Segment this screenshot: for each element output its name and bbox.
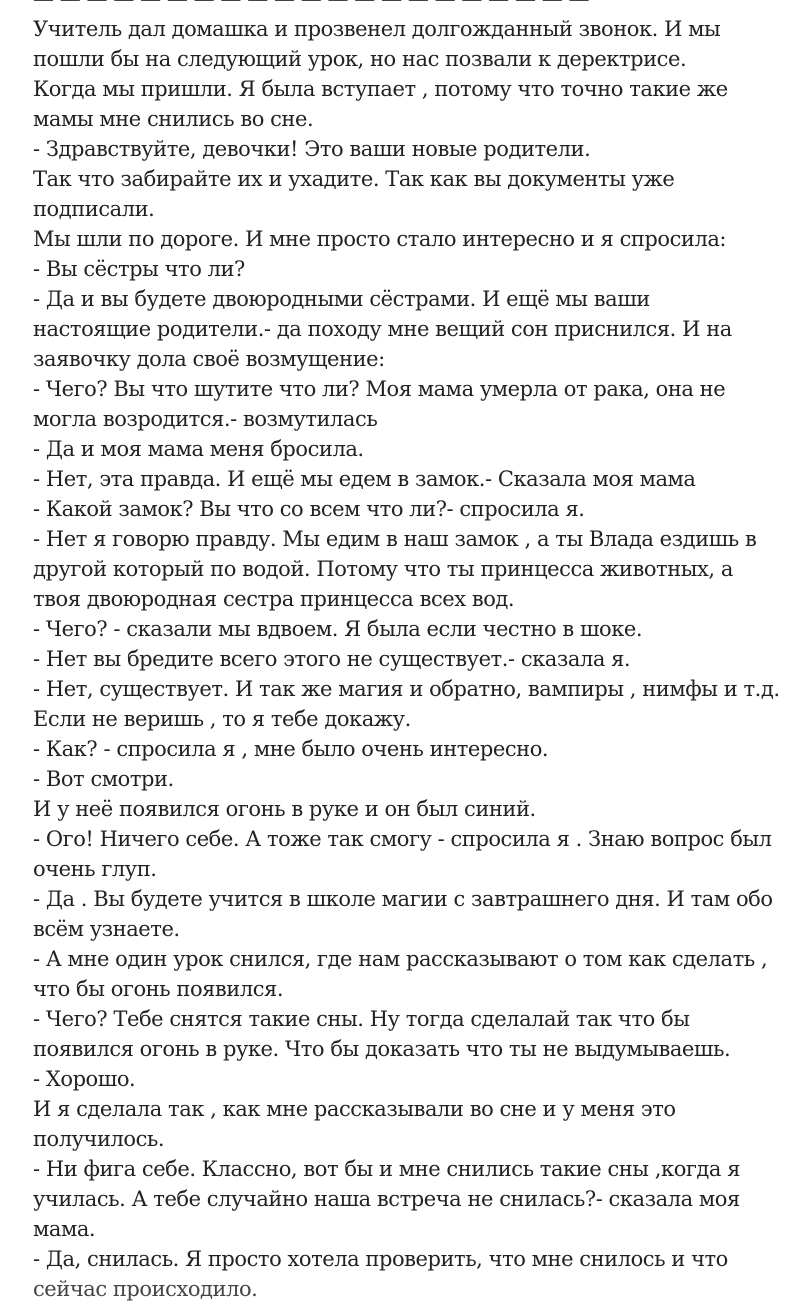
text-line: другой который по водой. Потому что ты принцесса животных, а xyxy=(33,557,733,581)
text-line: - Да, снилась. Я просто хотела проверить, что мне снилось и что xyxy=(33,1247,728,1271)
text-line: появился огонь в руке. Что бы доказать что ты не выдумываешь. xyxy=(33,1037,731,1061)
text-line: - Чего? Тебе снятся такие сны. Ну тогда сделалай так что бы xyxy=(33,1007,690,1031)
text-line: что бы огонь появился. xyxy=(33,977,284,1001)
text-line: - Чего? - сказали мы вдвоем. Я была если честно в шоке. xyxy=(33,617,643,641)
text-line: получилось. xyxy=(33,1127,165,1151)
text-line: Учитель дал домашка и прозвенел долгожданный звонок. И мы xyxy=(33,17,721,41)
text-line: сейчас происходило. xyxy=(33,1277,258,1301)
text-line: училась. А тебе случайно наша встреча не снилась?- сказала моя xyxy=(33,1187,740,1211)
text-line: могла возродится.- возмутилась xyxy=(33,407,378,431)
text-line: - Ни фига себе. Классно, вот бы и мне снились такие сны ,когда я xyxy=(33,1157,741,1181)
text-line: подписали. xyxy=(33,197,155,221)
text-line: - Ого! Ничего себе. А тоже так смогу - спросила я . Знаю вопрос был xyxy=(33,827,772,851)
text-line: всём узнаете. xyxy=(33,917,180,941)
text-line: Мы шли по дороге. И мне просто стало интересно и я спросила: xyxy=(33,227,727,251)
text-line: - Да и моя мама меня бросила. xyxy=(33,437,364,461)
text-line: - Как? - спросила я , мне было очень интересно. xyxy=(33,737,549,761)
text-line: - Хорошо. xyxy=(33,1067,136,1091)
text-line: твоя двоюродная сестра принцесса всех вод. xyxy=(33,587,515,611)
text-line: - Нет, эта правда. И ещё мы едем в замок.- Сказала моя мама xyxy=(33,467,696,491)
text-line: - Нет, существует. И так же магия и обратно, вампиры , нимфы и т.д. xyxy=(33,677,780,701)
text-line: Когда мы пришли. Я была вступает , потому что точно такие же xyxy=(33,77,728,101)
text-line: мамы мне снились во сне. xyxy=(33,107,314,131)
text-line: И у неё появился огонь в руке и он был синий. xyxy=(33,797,536,821)
text-line: заявочку дола своё возмущение: xyxy=(33,347,385,371)
text-line: - Вот смотри. xyxy=(33,767,174,791)
text-line: - Нет я говорю правду. Мы едим в наш замок , а ты Влада ездишь в xyxy=(33,527,757,551)
story-text xyxy=(33,0,793,1304)
text-line: - Да . Вы будете учится в школе магии с завтрашнего дня. И там обо xyxy=(33,887,773,911)
text-line: Так что забирайте их и ухадите. Так как вы документы уже xyxy=(33,167,675,191)
text-line: настоящие родители.- да походу мне вещий сон приснился. И на xyxy=(33,317,732,341)
text-line: - А мне один урок снился, где нам рассказывают о том как сделать , xyxy=(33,947,768,971)
text-line xyxy=(33,0,793,14)
text-line: - Чего? Вы что шутите что ли? Моя мама умерла от рака, она не xyxy=(33,377,726,401)
text-line: мама. xyxy=(33,1217,96,1241)
text-line: - Вы сёстры что ли? xyxy=(33,257,245,281)
text-line: И я сделала так , как мне рассказывали во сне и у меня это xyxy=(33,1097,676,1121)
text-line: - Нет вы бредите всего этого не существует.- сказала я. xyxy=(33,647,631,671)
text-line: - Какой замок? Вы что со всем что ли?- спросила я. xyxy=(33,497,585,521)
text-line: пошли бы на следующий урок, но нас позвали к деректрисе. xyxy=(33,47,687,71)
text-line: очень глуп. xyxy=(33,857,157,881)
text-line: - Да и вы будете двоюродными сёстрами. И ещё мы ваши xyxy=(33,287,650,311)
text-line: - Здравствуйте, девочки! Это ваши новые родители. xyxy=(33,137,591,161)
text-line: Если не веришь , то я тебе докажу. xyxy=(33,707,411,731)
